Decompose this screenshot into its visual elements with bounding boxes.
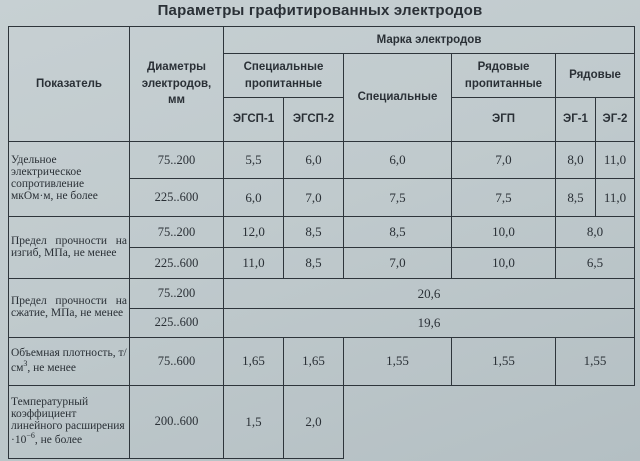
row-label-expansion: Температурный коэффициент линейного расширения $\cdot 10^{-6}$, не более (9, 385, 130, 458)
value-cell: 1,65 (284, 337, 344, 385)
header-group-special: Специальные (344, 54, 452, 142)
value-cell: 1,55 (452, 337, 556, 385)
header-group-special-impregnated: Специальные пропитанные (224, 54, 344, 98)
value-cell: 10,0 (452, 248, 556, 279)
row-label-compression: Предел прочности на сжатие, МПа, не менее (9, 279, 130, 337)
value-cell: 8,5 (284, 216, 344, 247)
diameter-cell: 75..200 (130, 141, 224, 179)
value-cell: 7,5 (452, 179, 556, 217)
value-cell: 5,5 (224, 141, 284, 179)
value-cell: 1,5 (224, 385, 284, 458)
value-cell: 12,0 (224, 216, 284, 247)
value-cell: 11,0 (224, 248, 284, 279)
value-cell: 7,0 (344, 248, 452, 279)
value-cell: 8,0 (556, 141, 596, 179)
header-grade-eg1: ЭГ-1 (556, 97, 596, 141)
header-indicator: Показатель (9, 27, 130, 142)
value-cell: 1,55 (556, 337, 635, 385)
value-cell: 10,0 (452, 216, 556, 247)
row-label-bending: Предел прочности на изгиб, МПа, не менее (9, 216, 130, 279)
diameter-cell: 75..200 (130, 279, 224, 308)
value-cell: 19,6 (224, 308, 635, 337)
value-cell: 6,0 (224, 179, 284, 217)
header-grade-eg2: ЭГ-2 (596, 97, 635, 141)
value-cell: 1,65 (224, 337, 284, 385)
header-grade-egp: ЭГП (452, 97, 556, 141)
header-group-ordinary: Рядовые (556, 54, 635, 98)
value-cell: 7,5 (344, 179, 452, 217)
parameters-table (8, 26, 635, 459)
row-label-resistivity: Удельное электрическое сопротивление мкОм·м, не более (9, 141, 130, 216)
header-diameter: Диаметры электродов, мм (130, 27, 224, 142)
value-cell: 8,5 (344, 216, 452, 247)
value-cell: 8,5 (284, 248, 344, 279)
value-cell: 2,0 (284, 385, 344, 458)
value-cell: 6,0 (284, 141, 344, 179)
diameter-cell: 225..600 (130, 248, 224, 279)
diameter-cell: 75..200 (130, 216, 224, 247)
header-group-ordinary-impregnated: Рядовые пропитанные (452, 54, 556, 98)
page-title: Параметры графитированных электродов (157, 2, 483, 19)
value-cell: 8,0 (556, 216, 635, 247)
diameter-cell: 225..600 (130, 308, 224, 337)
header-grade-egsp1: ЭГСП-1 (224, 97, 284, 141)
value-cell: 11,0 (596, 179, 635, 217)
value-cell: 11,0 (596, 141, 635, 179)
diameter-cell: 200..600 (130, 385, 224, 458)
header-grade-egsp2: ЭГСП-2 (284, 97, 344, 141)
row-label-density: Объемная плотность, $т/см^3$, не менее (9, 337, 130, 385)
empty-cell (344, 385, 635, 458)
diameter-cell: 75..600 (130, 337, 224, 385)
value-cell: 7,0 (452, 141, 556, 179)
diameter-cell: 225..600 (130, 179, 224, 217)
value-cell: 8,5 (556, 179, 596, 217)
value-cell: 6,5 (556, 248, 635, 279)
header-brand: Марка электродов (224, 27, 635, 54)
value-cell: 1,55 (344, 337, 452, 385)
value-cell: 20,6 (224, 279, 635, 308)
value-cell: 6,0 (344, 141, 452, 179)
value-cell: 7,0 (284, 179, 344, 217)
